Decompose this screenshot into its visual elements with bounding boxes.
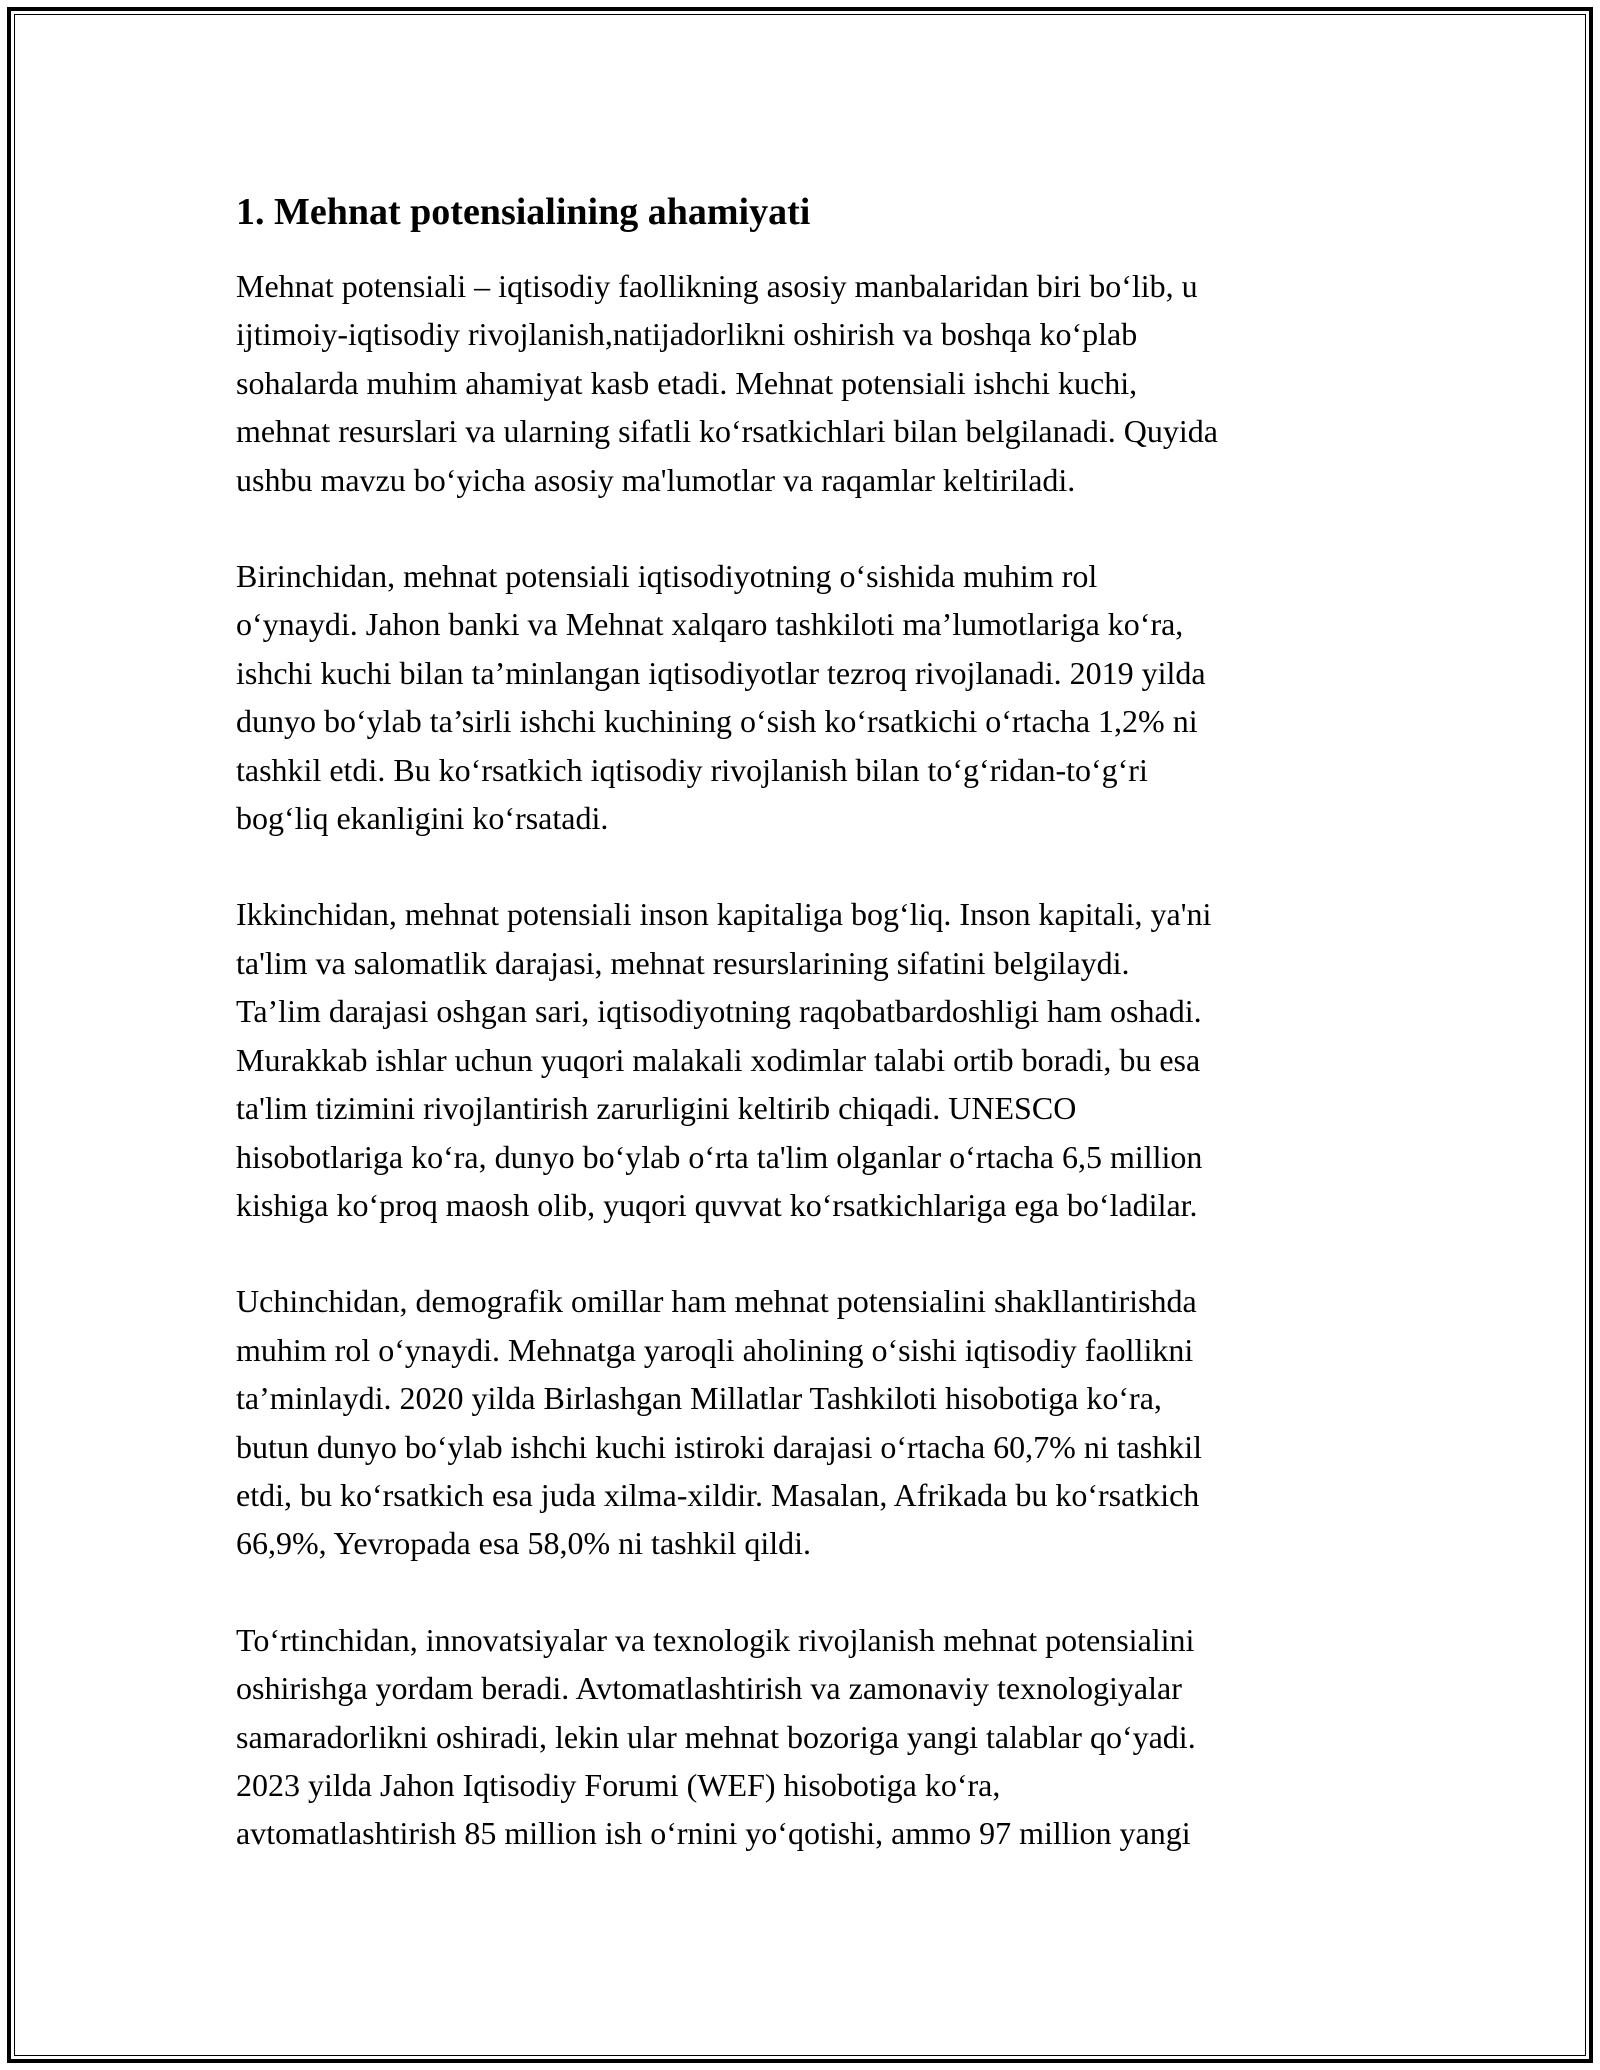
paragraph-fourth: To‘rtinchidan, innovatsiyalar va texnologik rivojlanish mehnat potensialini oshirishga yordam beradi. Avtomatlashtirish va zamonaviy texnologiyalar samaradorlikni oshiradi, lekin ular mehnat bozoriga yangi talablar qo‘yadi. 2023 yilda Jahon Iqtisodiy Forumi (WEF) hisobotiga ko‘ra, avtomatlashtirish 85 million ish o‘rnini yo‘qotishi, ammo 97 million yangi [236,1621,1196,1852]
paragraph-second: Ikkinchidan, mehnat potensiali inson kapitaliga bog‘liq. Inson kapitali, ya'ni ta'lim va salomatlik darajasi, mehnat resurslarining sifatini belgilaydi. Ta’lim darajasi oshgan sari, iqtisodiyotning raqobatbardoshligi ham oshadi. Murakkab ishlar uchun yuqori malakali xodimlar talabi ortib boradi, bu esa ta'lim tizimini rivojlantirish zarurligini keltirib chiqadi. UNESCO hisobotlariga ko‘ra, dunyo bo‘ylab o‘rta ta'lim olganlar o‘rtacha 6,5 million kishiga ko‘proq maosh olib, yuqori quvvat ko‘rsatkichlariga ega bo‘ladilar. [236,896,1212,1223]
paragraph-first: Birinchidan, mehnat potensiali iqtisodiyotning o‘sishida muhim rol o‘ynaydi. Jahon banki va Mehnat xalqaro tashkiloti ma’lumotlariga ko‘ra, ishchi kuchi bilan ta’minlangan iqtisodiyotlar tezroq rivojlanadi. 2019 yilda dunyo bo‘ylab ta’sirli ishchi kuchining o‘sish ko‘rsatkichi o‘rtacha 1,2% ni tashkil etdi. Bu ko‘rsatkich iqtisodiy rivojlanish bilan to‘g‘ridan-to‘g‘ri bog‘liq ekanligini ko‘rsatadi. [236,558,1206,837]
paragraph-intro: Mehnat potensiali – iqtisodiy faollikning asosiy manbalaridan biri bo‘lib, u ijtimoiy-iqtisodiy rivojlanish,natijadorlikni oshirish va boshqa ko‘plab sohalarda muhim ahamiyat kasb etadi. Mehnat potensiali ishchi kuchi, mehnat resurslari va ularning sifatli ko‘rsatkichlari bilan belgilanadi. Quyida ushbu mavzu bo‘yicha asosiy ma'lumotlar va raqamlar keltiriladi. [236,268,1218,498]
document-body [236,186,1386,1858]
paragraph-third: Uchinchidan, demografik omillar ham mehnat potensialini shakllantirishda muhim rol o‘ynaydi. Mehnatga yaroqli aholining o‘sishi iqtisodiy faollikni ta’minlaydi. 2020 yilda Birlashgan Millatlar Tashkiloti hisobotiga ko‘ra, butun dunyo bo‘ylab ishchi kuchi istiroki darajasi o‘rtacha 60,7% ni tashkil etdi, bu ko‘rsatkich esa juda xilma-xildir. Masalan, Afrikada bu ko‘rsatkich 66,9%, Yevropada esa 58,0% ni tashkil qildi. [236,1283,1203,1562]
section-heading: 1. Mehnat potensialining ahamiyati [236,191,811,233]
